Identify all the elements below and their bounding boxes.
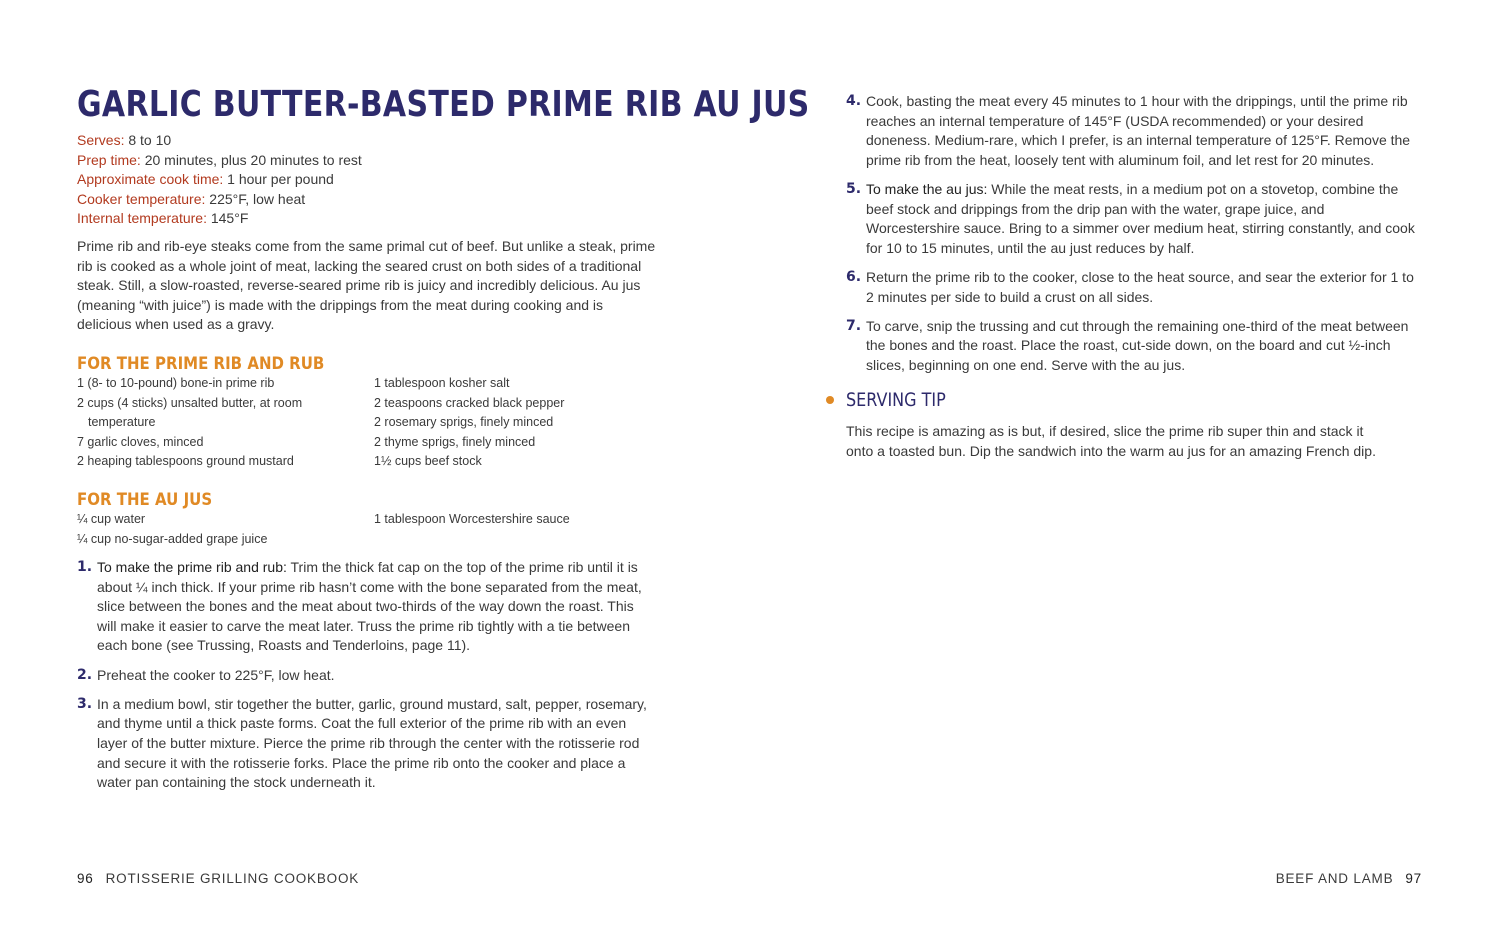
footer-left bbox=[77, 871, 359, 886]
step-2 bbox=[77, 666, 657, 686]
recipe-title: GARLIC BUTTER-BASTED PRIME RIB AU JUS bbox=[77, 84, 810, 126]
step-text: Preheat the cooker to 225°F, low heat. bbox=[97, 666, 335, 683]
ingredient-item: temperature bbox=[88, 415, 156, 429]
step-3 bbox=[77, 695, 657, 793]
step-text: In a medium bowl, stir together the butter, garlic, ground mustard, salt, pepper, rosemary, and thyme until a thick paste forms. Coat the full exterior of the prime rib with an even layer of the butter mixture. Pierce the prime rib through the center with the rotisserie rod and secure it with the rotisserie forks. Place the prime rib onto the cooker and place a water pan containing the stock underneath it. bbox=[97, 695, 647, 791]
ingredients-au-jus bbox=[77, 510, 657, 550]
step-number: 7. bbox=[846, 317, 862, 334]
section-heading-rub: FOR THE PRIME RIB AND RUB bbox=[77, 353, 325, 374]
step-number: 1. bbox=[77, 559, 93, 575]
meta-cooker-temperature bbox=[77, 190, 362, 210]
meta-label: Internal temperature: bbox=[77, 210, 207, 226]
step-text: Trim the thick fat cap on the top of the prime rib until it is about ¼ inch thick. If your prime rib hasn’t come with the bone separated from the meat, slice between the bones and the meat about two-thirds of the way down the roast. This will make it easier to carve the meat later. Truss the prime rib tightly with a tie between each bone (see Trussing, Roasts and Tenderloins, page 11). bbox=[97, 559, 642, 654]
serving-tip-title: SERVING TIP bbox=[846, 388, 946, 411]
meta-value: 8 to 10 bbox=[124, 132, 172, 148]
meta-value: 145°F bbox=[206, 210, 249, 226]
ingredient-item: 1 (8- to 10-pound) bone-in prime rib bbox=[77, 376, 275, 390]
meta-label: Cooker temperature: bbox=[77, 190, 206, 207]
page-number: 96 bbox=[77, 871, 94, 886]
step-4 bbox=[846, 92, 1421, 170]
step-number: 2. bbox=[77, 666, 93, 683]
ingredient-item: 2 heaping tablespoons ground mustard bbox=[77, 454, 294, 468]
step-1 bbox=[77, 558, 657, 656]
ingredient-column bbox=[77, 374, 367, 472]
steps-right bbox=[846, 92, 1421, 385]
step-7 bbox=[846, 317, 1421, 376]
step-5 bbox=[846, 180, 1421, 258]
running-head: BEEF AND LAMB bbox=[1275, 871, 1394, 886]
ingredient-item: 2 thyme sprigs, finely minced bbox=[374, 434, 536, 449]
running-head: ROTISSERIE GRILLING COOKBOOK bbox=[105, 871, 360, 886]
ingredient-column bbox=[374, 374, 654, 472]
step-number: 5. bbox=[846, 180, 862, 197]
ingredient-column bbox=[374, 510, 654, 530]
ingredient-item: 2 teaspoons cracked black pepper bbox=[374, 395, 565, 410]
step-lead: To make the prime rib and rub: bbox=[97, 559, 287, 575]
ingredient-item: ¼ cup no-sugar-added grape juice bbox=[77, 531, 268, 546]
step-text: While the meat rests, in a medium pot on a stovetop, combine the beef stock and drippings from the drip pan with the water, grape juice, and Worcestershire sauce. Bring to a simmer over medium heat, stirring constantly, and cook for 10 to 15 minutes, until the au just reduces by half. bbox=[866, 180, 1415, 256]
meta-label: Prep time: bbox=[77, 151, 141, 168]
bullet-icon bbox=[826, 396, 834, 404]
serving-tip-heading bbox=[826, 390, 946, 409]
recipe-meta bbox=[77, 131, 362, 229]
step-text: Return the prime rib to the cooker, close to the heat source, and sear the exterior for 1 to 2 minutes per side to build a crust on all sides. bbox=[866, 268, 1414, 305]
ingredient-item: 2 rosemary sprigs, finely minced bbox=[374, 415, 554, 429]
intro-paragraph: Prime rib and rib-eye steaks come from the same primal cut of beef. But unlike a steak, prime rib is cooked as a whole joint of meat, lacking the seared crust on both sides of a traditional steak. Still, a slow-roasted, reverse-seared prime rib is juicy and incredibly delicious. Au jus (meaning “with juice”) is made with the drippings from the meat during cooking and is delicious when used as a gravy. bbox=[77, 238, 656, 333]
ingredients-rub bbox=[77, 374, 657, 474]
ingredient-item: 7 garlic cloves, minced bbox=[77, 434, 204, 449]
meta-prep-time bbox=[77, 151, 362, 171]
step-number: 4. bbox=[846, 93, 862, 109]
page-number: 97 bbox=[1405, 871, 1422, 886]
footer-right bbox=[1276, 871, 1422, 886]
step-6 bbox=[846, 268, 1421, 307]
meta-value: 1 hour per pound bbox=[223, 171, 334, 187]
meta-cook-time bbox=[77, 170, 362, 190]
step-number: 3. bbox=[77, 695, 93, 712]
section-heading-au-jus: FOR THE AU JUS bbox=[77, 489, 213, 510]
step-number: 6. bbox=[846, 268, 862, 285]
meta-value: 20 minutes, plus 20 minutes to rest bbox=[140, 151, 362, 168]
ingredient-item: 1 tablespoon Worcestershire sauce bbox=[374, 512, 570, 526]
steps-left bbox=[77, 558, 657, 802]
step-lead: To make the au jus: bbox=[866, 180, 988, 197]
ingredient-item: 2 cups (4 sticks) unsalted butter, at room bbox=[77, 395, 303, 410]
meta-serves bbox=[77, 131, 362, 151]
ingredient-item: 1½ cups beef stock bbox=[374, 454, 482, 468]
ingredient-item: 1 tablespoon kosher salt bbox=[374, 376, 510, 390]
ingredient-item: ¼ cup water bbox=[77, 512, 146, 526]
meta-label: Approximate cook time: bbox=[77, 171, 224, 187]
meta-internal-temperature bbox=[77, 209, 362, 229]
meta-value: 225°F, low heat bbox=[205, 190, 306, 207]
meta-label: Serves: bbox=[77, 132, 125, 148]
serving-tip-text: This recipe is amazing as is but, if desired, slice the prime rib super thin and stack it onto a toasted bun. Dip the sandwich into the warm au jus for an amazing French dip. bbox=[846, 423, 1376, 459]
ingredient-column bbox=[77, 510, 367, 549]
step-text: Cook, basting the meat every 45 minutes to 1 hour with the drippings, until the prime rib reaches an internal temperature of 145°F (USDA recommended) or your desired doneness. Medium-rare, which I prefer, is an internal temperature of 125°F. Remove the prime rib from the heat, loosely tent with aluminum foil, and let rest for 20 minutes. bbox=[866, 93, 1411, 168]
step-text: To carve, snip the trussing and cut through the remaining one-third of the meat between the bones and the roast. Place the roast, cut-side down, on the board and cut ½-inch slices, beginning on one end. Serve with the au jus. bbox=[866, 317, 1409, 373]
